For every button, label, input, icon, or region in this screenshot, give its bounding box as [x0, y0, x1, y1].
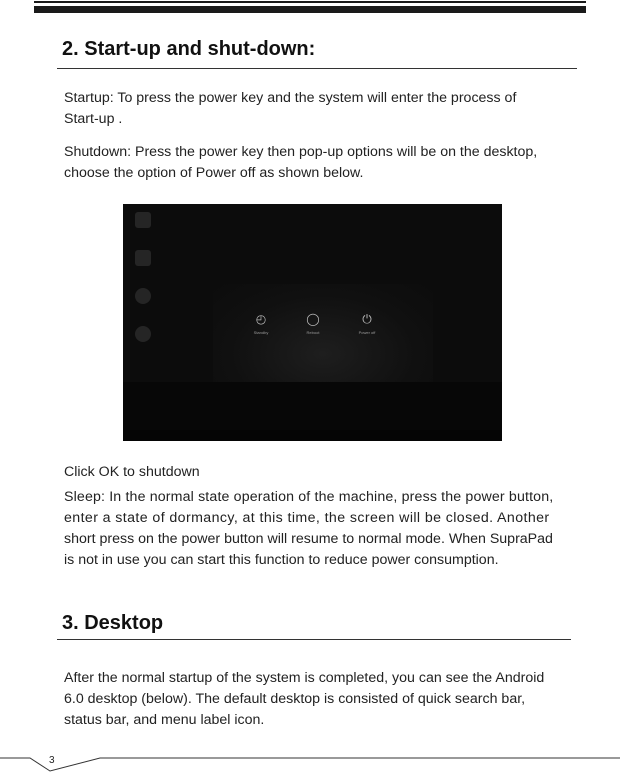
app-icon — [135, 250, 151, 266]
section-2-heading: 2. Start-up and shut-down: — [62, 38, 316, 60]
sleep-text-line4: is not in use you can start this function to reduce power consumption. — [64, 552, 499, 568]
sleep-text-line1: Sleep: In the normal state operation of the machine, press the power button, — [64, 489, 554, 505]
page-number: 3 — [49, 755, 55, 766]
desktop-text-line2: 6.0 desktop (below). The default desktop is consisted of quick search bar, — [64, 691, 526, 707]
header-bar — [34, 6, 586, 13]
sleep-text-line2: enter a state of dormancy, at this time, the screen will be closed. Another — [64, 510, 550, 526]
power-icon: ⏻ — [362, 312, 372, 326]
app-icon — [135, 212, 151, 228]
section-2-rule — [57, 68, 577, 69]
section-3-rule — [57, 639, 571, 640]
navigation-bar — [123, 430, 502, 441]
app-icon — [135, 288, 151, 304]
power-off-option[interactable] — [347, 312, 387, 336]
desktop-text-line3: status bar, and menu label icon. — [64, 712, 265, 728]
standby-label: Standby — [253, 330, 269, 335]
shutdown-text-line2: choose the option of Power off as shown below. — [64, 165, 364, 181]
reboot-icon: ◯ — [306, 312, 320, 326]
standby-icon: ◴ — [255, 312, 267, 326]
sleep-text-line3: short press on the power button will resume to normal mode. When SupraPad — [64, 531, 553, 547]
section-3-heading: 3. Desktop — [62, 612, 164, 634]
startup-text-line2: Start-up . — [64, 111, 123, 127]
power-menu-screenshot — [123, 204, 502, 441]
standby-option[interactable] — [241, 312, 281, 336]
reboot-option[interactable] — [293, 312, 333, 336]
click-ok-text: Click OK to shutdown — [64, 464, 200, 480]
desktop-icon-column — [135, 212, 155, 364]
reboot-label: Reboot — [306, 330, 320, 335]
startup-text-line1: Startup: To press the power key and the system will enter the process of — [64, 90, 517, 106]
app-icon — [135, 326, 151, 342]
header-thin-rule — [34, 1, 586, 3]
footer-rule — [0, 757, 620, 777]
shutdown-text-line1: Shutdown: Press the power key then pop-up options will be on the desktop, — [64, 144, 538, 160]
desktop-text-line1: After the normal startup of the system is completed, you can see the Android — [64, 670, 545, 686]
power-off-label: Power off — [358, 330, 376, 335]
